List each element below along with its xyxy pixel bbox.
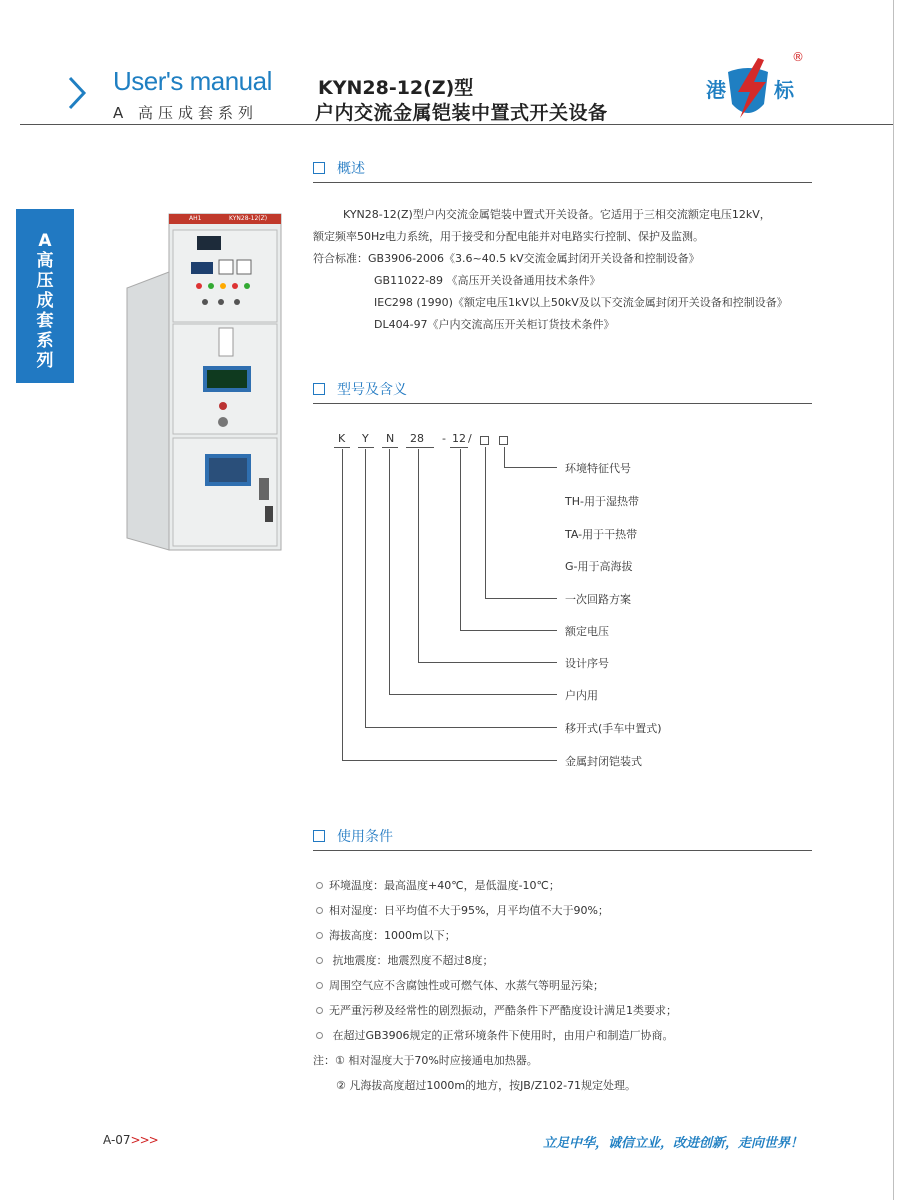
section-title-conditions: 使用条件 — [337, 829, 393, 845]
bullet-icon — [316, 982, 323, 989]
condition-item: 在超过GB3906规定的正常环境条件下使用时，由用户和制造厂协商。 — [316, 1027, 674, 1043]
code-char: 12 — [452, 432, 466, 445]
code-char: - — [442, 432, 446, 445]
bullet-icon — [316, 907, 323, 914]
code-meaning-label: 一次回路方案 — [565, 593, 631, 606]
side-tab-char: 高 — [36, 251, 54, 271]
bullet-icon — [316, 1032, 323, 1039]
bullet-icon — [316, 882, 323, 889]
code-placeholder-box — [480, 436, 489, 445]
page-number: A-07>>> — [103, 1133, 158, 1147]
section-marker-icon — [313, 830, 325, 842]
condition-note: 注：① 相对湿度大于70%时应接通电加热器。 — [313, 1054, 538, 1067]
code-meaning-label: 金属封闭铠装式 — [565, 755, 642, 768]
side-tab-char: 套 — [36, 311, 54, 331]
code-char: / — [468, 432, 472, 445]
section-header-conditions — [313, 828, 812, 851]
condition-note: ② 凡海拔高度超过1000m的地方，按JB/Z102-71规定处理。 — [336, 1079, 637, 1092]
code-meaning-label: TH-用于湿热带 — [565, 495, 639, 508]
code-placeholder-box — [499, 436, 508, 445]
code-char: K — [338, 432, 346, 445]
header-rule — [20, 124, 893, 125]
chevron-right-icon — [66, 76, 88, 110]
model-title: KYN28-12(Z)型 — [318, 77, 474, 99]
side-category-tab — [16, 209, 74, 383]
section-header-model — [313, 381, 812, 404]
code-meaning-label: G-用于高海拔 — [565, 560, 633, 573]
section-title-model: 型号及含义 — [337, 382, 407, 398]
code-meaning-label: 移开式(手车中置式) — [565, 722, 662, 735]
code-char: Y — [362, 432, 369, 445]
bullet-icon — [316, 957, 323, 964]
brand-logo — [700, 48, 820, 128]
code-meaning-label: TA-用于干热带 — [565, 528, 638, 541]
cabinet-brand-label: AH1 — [189, 215, 202, 222]
switchgear-cabinet-image — [125, 210, 285, 555]
page-edge-line — [893, 0, 894, 1200]
code-meaning-label: 设计序号 — [565, 657, 609, 670]
registered-mark: ® — [792, 50, 804, 64]
side-tab-char: 列 — [36, 351, 54, 371]
section-title-overview: 概述 — [337, 161, 365, 177]
bullet-icon — [316, 1007, 323, 1014]
product-title: 户内交流金属铠装中置式开关设备 — [315, 102, 608, 124]
side-tab-char: 压 — [36, 271, 54, 291]
side-tab-char: 系 — [36, 331, 54, 351]
condition-item: 相对湿度：日平均值不大于95%，月平均值不大于90%； — [316, 902, 609, 918]
condition-item: 海拔高度：1000m以下； — [316, 927, 456, 943]
side-tab-char: A — [38, 231, 52, 251]
section-marker-icon — [313, 383, 325, 395]
manual-title: User's manual — [113, 66, 272, 96]
section-header-overview — [313, 160, 812, 183]
condition-item: 抗地震度：地震烈度不超过8度； — [316, 952, 494, 968]
logo-char-left: 港 — [706, 78, 726, 102]
code-char: 28 — [410, 432, 424, 445]
condition-item: 环境温度：最高温度+40℃，是低温度-10℃； — [316, 877, 560, 893]
arrows-icon: >>> — [130, 1133, 158, 1147]
code-char: N — [386, 432, 395, 445]
overview-line: 额定频率50Hz电力系统，用于接受和分配电能并对电路实行控制、保护及监测。 — [313, 230, 705, 243]
overview-line: 符合标准：GB3906-2006《3.6~40.5 kV交流金属封闭开关设备和控制设备》 — [313, 252, 700, 265]
condition-item: 周围空气应不含腐蚀性或可燃气体、水蒸气等明显污染； — [316, 977, 604, 993]
overview-line: DL404-97《户内交流高压开关柜订货技术条件》 — [374, 318, 615, 331]
condition-item: 无严重污秽及经常性的剧烈振动，严酷条件下严酷度设计满足1类要求； — [316, 1002, 677, 1018]
code-meaning-label: 额定电压 — [565, 625, 609, 638]
logo-char-right: 标 — [774, 78, 794, 102]
overview-line: IEC298 (1990)《额定电压1kV以上50kV及以下交流金属封闭开关设备和控制设备》 — [374, 296, 788, 309]
overview-line: GB11022-89 《高压开关设备通用技术条件》 — [374, 274, 601, 287]
code-meaning-label: 环境特征代号 — [565, 462, 631, 475]
series-subtitle: A 高压成套系列 — [113, 104, 259, 122]
overview-line: KYN28-12(Z)型户内交流金属铠装中置式开关设备。它适用于三相交流额定电压12kV， — [343, 208, 771, 221]
side-tab-char: 成 — [36, 291, 54, 311]
code-meaning-label: 户内用 — [565, 689, 598, 702]
bullet-icon — [316, 932, 323, 939]
footer-slogan: 立足中华，诚信立业，改进创新，走向世界！ — [543, 1136, 804, 1151]
cabinet-model-label: KYN28-12(Z) — [229, 215, 268, 222]
section-marker-icon — [313, 162, 325, 174]
